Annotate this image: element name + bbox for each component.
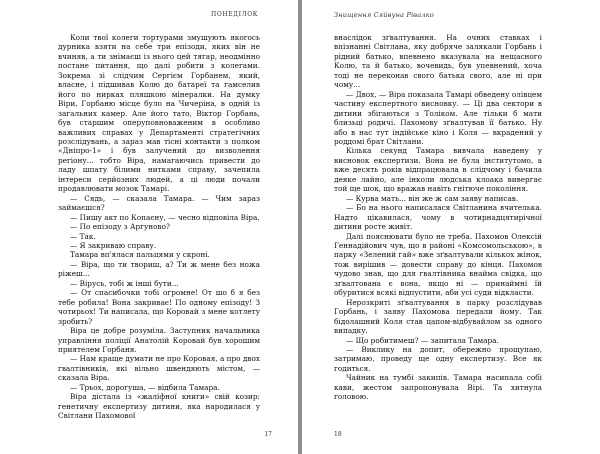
paragraph: Чайник на тумбі закипів. Тамара насипала собі кави, жестом запропонувала Вірі. Та хитнула головою. bbox=[334, 373, 542, 402]
paragraph: — От спасибочки тобі огромне! От шо б я без тебе робила! Вона закриває! По одному епізоду! З чотирьох! Ти написала, що Коровай з мене котлету зробить? bbox=[58, 288, 260, 326]
paragraph: — Виклику на допит, обережно прощупаю, затримаю, проведу ще одну експертизу. Все як годиться. bbox=[334, 344, 542, 373]
paragraph: — Курва мать... він же ж сам заяву написав. bbox=[346, 193, 519, 203]
left-page bbox=[0, 0, 298, 454]
paragraph: Віра дістала із «жаліфної книги» свій козир: генетичну експертизу дитини, яка народилася у Світлани Пахомової bbox=[58, 392, 260, 421]
paragraph: — Пишу акт по Копаєну, — чесно відповіла Віра. bbox=[70, 212, 260, 222]
paragraph: — Так. bbox=[70, 231, 96, 241]
paragraph: — Бо на нього написалася Світланина вчителька. Надто цікавилася, чому в чотирнадцятирічної дитини росте живіт. bbox=[334, 203, 542, 232]
paragraph: — Трьох, дорогуша, — відбила Тамара. bbox=[70, 382, 220, 392]
paragraph: Кілька секунд Тамара вивчала наведену у висновок експертизи. Вона не була інститутомо, а вже десять років відпрацювала в слідчому і бачила деяке лайно, але інколи людська клоака вивергає той ще шок, що вражав навіть гнітюче покоління. bbox=[334, 146, 542, 194]
page-body bbox=[58, 33, 260, 421]
paragraph: — По епізоду з Аргуново? bbox=[70, 222, 170, 232]
paragraph: Далі пояснювати було не треба. Пахомов Олексій Геннадійович чув, що в районі «Комсомольською», в парку «Зелений гай» вже зґвалтували кількох жінок, тож вирішив — довести справу до кінця. Пахомов чудово знав, що для гвалтівника внайма свідка, що зґвалтована є вона, якщо ні — принаймні їй обуритися всякі відпустити, аби усі суди відкласти. bbox=[334, 231, 542, 298]
paragraph: — Я закриваю справу. bbox=[70, 240, 157, 250]
paragraph: — Сядь, — сказала Тамара. — Чим зараз займаєшся? bbox=[58, 193, 260, 213]
paragraph: — Вірусь, тобі ж інші бути... bbox=[70, 278, 179, 288]
page-body bbox=[334, 33, 542, 402]
paragraph: — Що робитимеш? — запитала Тамара. bbox=[346, 335, 499, 345]
paragraph: Коли твої колеги тортурами змушують якогось дурника взяти на себе три епізоди, яких він не вчиняв, а ти знімаєш із нього цей тягар, неодмінно постане питання, що далі робити з колегами. Зокрема зі слідчим Сергієм Горбанем, який, власне, і підшивав Колю до батареї та гамселив його по нирках пляшкою мінералки. На думку Віри, Горбаню місце було на Чичеріна, в одній із загальних камер. Але його тато, Віктор Горбань, був старшим оперуповноваженим в особливо важливих справах у Департаменті стратегічних розслідувань, а зараз мав тісні контакти з полком «Дніпро-1» і був залучений до визволення регіону... тобто Віра, намагаючись привести до ладу шпату білими нитками справу, зачепила інтереси серйозних людей, а ці люди почали продавлювати мозок Тамарі. bbox=[58, 33, 260, 194]
paragraph: Нерозкриті зґвалтування в парку розслідував Горбань, і заяву Пахомова передали йому. Так бідолашний Коля став цапом-відбувайлом за одного випадку. bbox=[334, 297, 542, 336]
paragraph: Віра це добре розуміла. Заступник начальника управління поліції Анатолій Коровай був хорошим приятелем Горбаня. bbox=[58, 326, 260, 354]
running-header: ПОНЕДІЛОК bbox=[211, 11, 258, 18]
paragraph: — Нам краще думати не про Коровая, а про двох гвалтівників, які вільно швендяють містом, — сказала Віра. bbox=[58, 354, 260, 383]
paragraph: — Двох, — Віра показала Тамарі обведену олівцем частину експертного висновку. — Ці два сектори в дитини збігаються з Толіком. Але тільки б мати близьці родичі. Пахомову зґвалтував її батько. Ну або в нас тут індійське кіно і Коля — вкрадений у роддомі брат Світлани. bbox=[334, 89, 542, 146]
page-number: 18 bbox=[334, 431, 342, 438]
running-header: Знищення Сяйвуна Рівалко bbox=[334, 11, 434, 19]
page-number: 17 bbox=[264, 431, 272, 438]
paragraph: внаслідок зґвалтування. На очних ставках і впізнанні Світлана, яку добряче залякали Горбань і рідний батько, впевнено вказувала на нещасного Колю, та й батько, вочевидь, був упевнений, хоча тоді не переконав свого батька свого, але ні при чому... bbox=[334, 33, 542, 90]
paragraph: Тамара вп'ялася пальцями у скроні. bbox=[70, 250, 210, 260]
paragraph: — Віра, що ти твориш, а? Ти ж мене без ножа ріжеш... bbox=[58, 259, 260, 279]
right-page bbox=[302, 0, 600, 454]
